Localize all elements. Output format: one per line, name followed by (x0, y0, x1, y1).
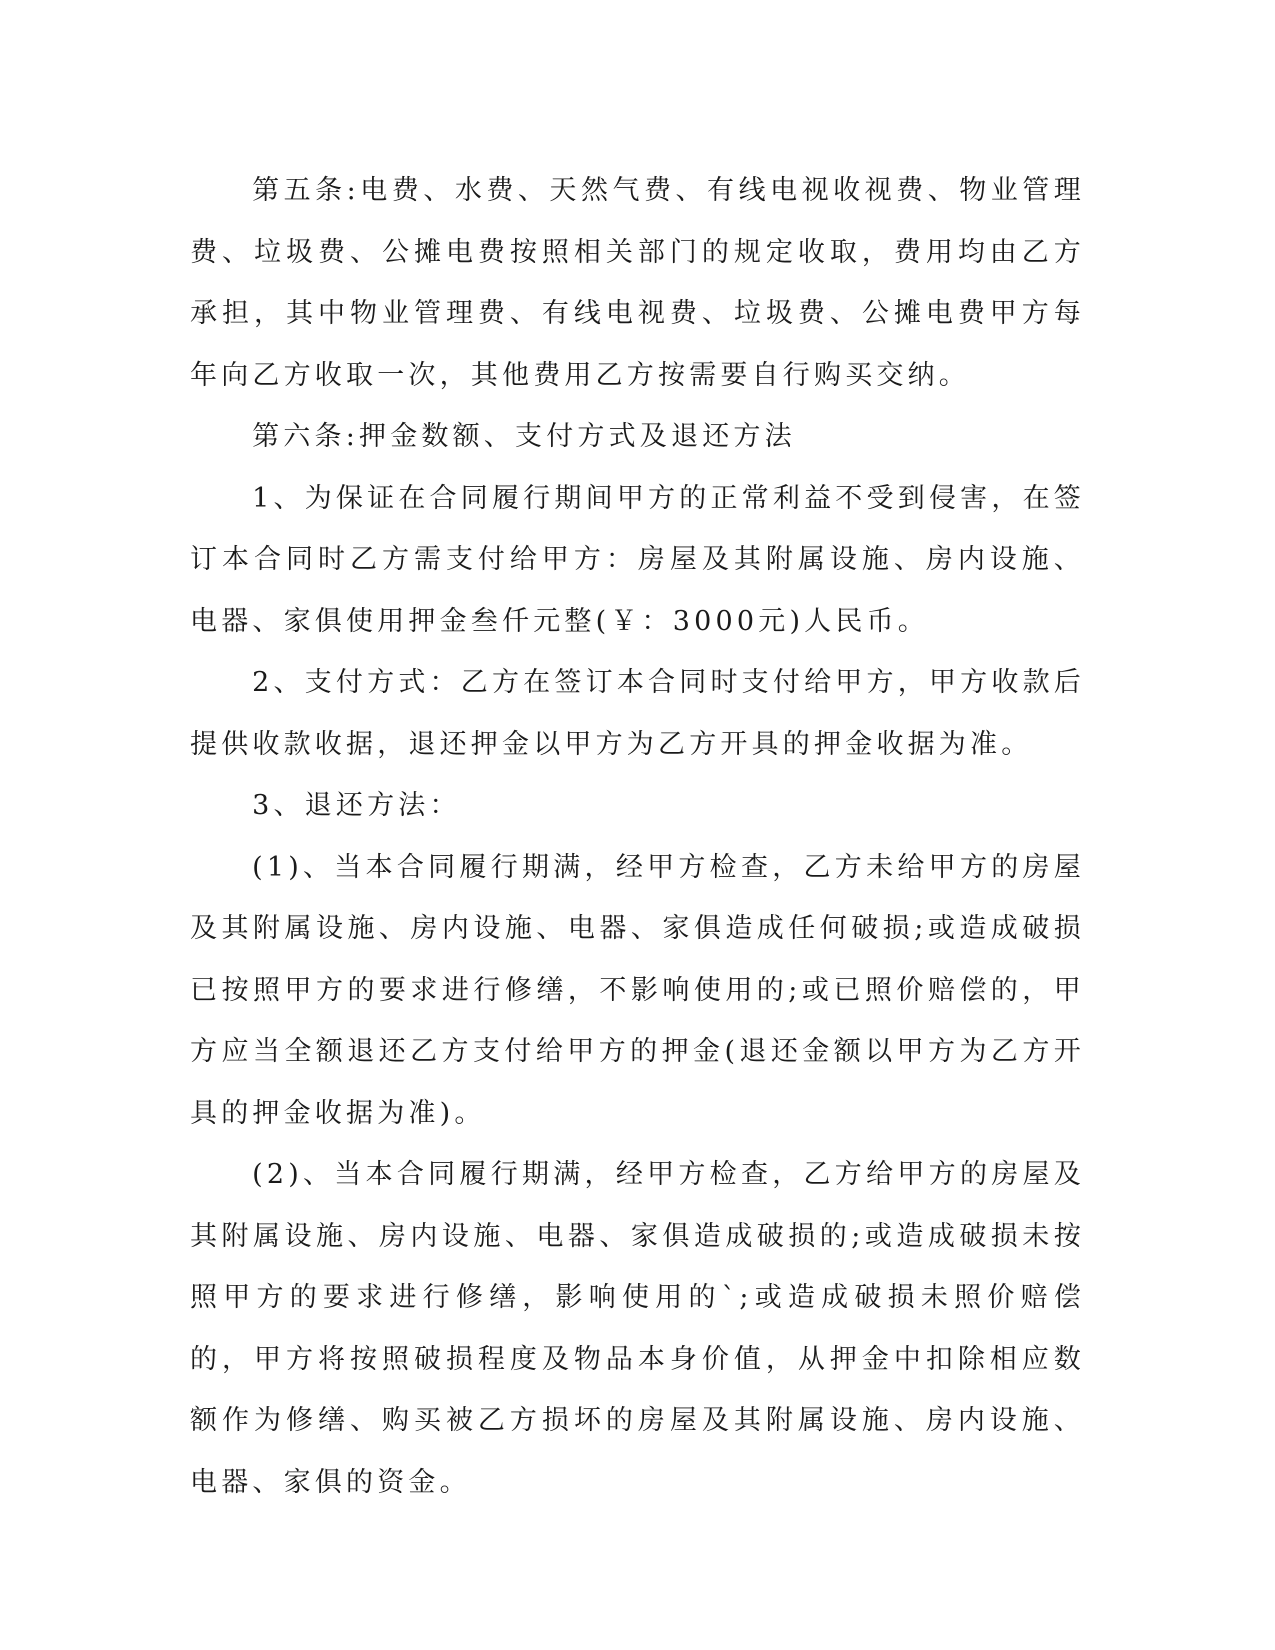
deposit-amount-paragraph: 1、为保证在合同履行期间甲方的正常利益不受到侵害，在签订本合同时乙方需支付给甲方：房屋及其附属设施、房内设施、电器、家俱使用押金叁仟元整(￥：3000元)人民币。 (190, 482, 1085, 637)
clause-5-paragraph: 第五条:电费、水费、天然气费、有线电视收视费、物业管理费、垃圾费、公摊电费按照相关部门的规定收取，费用均由乙方承担，其中物业管理费、有线电视费、垃圾费、公摊电费甲方每年向乙方收取一次，其他费用乙方按需要自行购买交纳。 (190, 175, 1085, 391)
payment-method-paragraph: 2、支付方式：乙方在签订本合同时支付给甲方，甲方收款后提供收款收据，退还押金以甲方为乙方开具的押金收据为准。 (190, 667, 1085, 760)
refund-method-heading: 3、退还方法： (252, 790, 461, 821)
document-body (190, 160, 1085, 1513)
refund-deduction-paragraph: (2)、当本合同履行期满，经甲方检查，乙方给甲方的房屋及其附属设施、房内设施、电器、家俱造成破损的;或造成破损未按照甲方的要求进行修缮，影响使用的`;或造成破损未照价赔偿的，甲方将按照破损程度及物品本身价值，从押金中扣除相应数额作为修缮、购买被乙方损坏的房屋及其附属设施、房内设施、电器、家俱的资金。 (190, 1159, 1085, 1498)
refund-full-paragraph: (1)、当本合同履行期满，经甲方检查，乙方未给甲方的房屋及其附属设施、房内设施、电器、家俱造成任何破损;或造成破损已按照甲方的要求进行修缮，不影响使用的;或已照价赔偿的，甲方应当全额退还乙方支付给甲方的押金(退还金额以甲方为乙方开具的押金收据为准)。 (190, 851, 1085, 1129)
clause-6-heading: 第六条:押金数额、支付方式及退还方法 (252, 421, 796, 452)
